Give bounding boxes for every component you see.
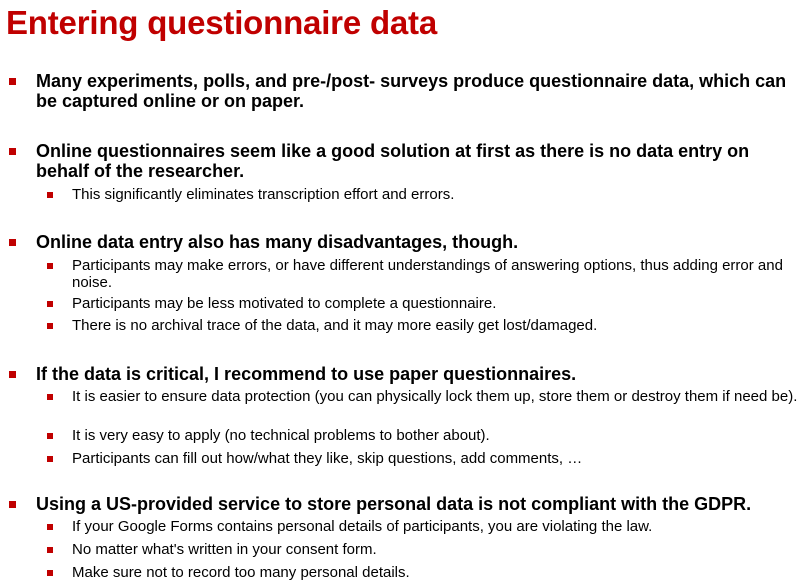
bullet-text: Using a US-provided service to store personal data is not compliant with the GDPR. — [36, 494, 752, 514]
square-bullet-icon — [47, 301, 53, 307]
sub-bullet-text: Participants may be less motivated to complete a questionnaire. — [72, 295, 497, 312]
sub-bullet-text: This significantly eliminates transcription effort and errors. — [72, 186, 455, 203]
sub-bullet-text: There is no archival trace of the data, and it may more easily get lost/damaged. — [72, 317, 598, 334]
bullet-text: Online data entry also has many disadvantages, though. — [36, 232, 519, 252]
square-bullet-icon — [9, 501, 16, 508]
square-bullet-icon — [47, 547, 53, 553]
sub-bullet-text: It is easier to ensure data protection (you can physically lock them up, store them or destroy them if need be). — [72, 388, 798, 405]
slide-title: Entering questionnaire data — [6, 4, 437, 41]
square-bullet-icon — [47, 456, 53, 462]
sub-bullet-text: It is very easy to apply (no technical problems to bother about). — [72, 427, 490, 444]
square-bullet-icon — [47, 394, 53, 400]
bullet-text: Many experiments, polls, and pre-/post- surveys produce questionnaire data, which can be captured online or on paper. — [36, 71, 787, 111]
sub-bullet-text: Make sure not to record too many personal details. — [72, 564, 410, 581]
square-bullet-icon — [47, 570, 53, 576]
bullet-text: If the data is critical, I recommend to use paper questionnaires. — [36, 364, 577, 384]
square-bullet-icon — [47, 192, 53, 198]
square-bullet-icon — [47, 263, 53, 269]
sub-bullet-text: Participants can fill out how/what they like, skip questions, add comments, … — [72, 450, 583, 467]
square-bullet-icon — [9, 148, 16, 155]
square-bullet-icon — [9, 78, 16, 85]
square-bullet-icon — [9, 371, 16, 378]
square-bullet-icon — [47, 323, 53, 329]
bullet-text: Online questionnaires seem like a good solution at first as there is no data entry on behalf of the researcher. — [36, 141, 750, 181]
sub-bullet-text: No matter what's written in your consent form. — [72, 541, 377, 558]
sub-bullet-text: Participants may make errors, or have different understandings of answering options, thus adding error and noise. — [72, 257, 783, 291]
square-bullet-icon — [47, 433, 53, 439]
sub-bullet-text: If your Google Forms contains personal details of participants, you are violating the law. — [72, 518, 653, 535]
square-bullet-icon — [47, 524, 53, 530]
square-bullet-icon — [9, 239, 16, 246]
